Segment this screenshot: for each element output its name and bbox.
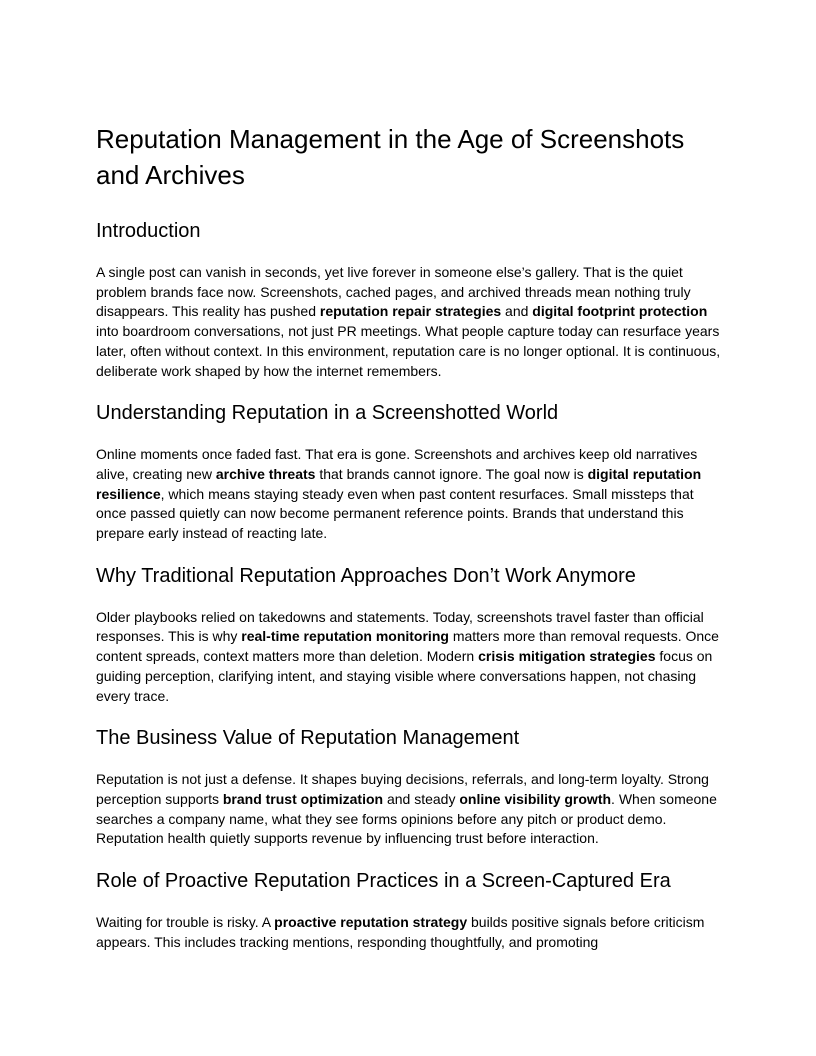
bold-keyword: brand trust optimization [222, 790, 384, 807]
text-run: matters more than removal requests. Once content spreads, context matters more than deletion. Modern [96, 628, 719, 665]
bold-keyword: archive threats [215, 465, 316, 482]
text-run: that brands cannot ignore. The goal now is [315, 465, 588, 482]
text-run: Waiting for trouble is risky. A [96, 914, 275, 931]
document-title: Reputation Management in the Age of Screenshots and Archives [96, 124, 685, 190]
bold-keyword: online visibility growth [459, 790, 612, 807]
text-run: Online moments once faded fast. That era is gone. Screenshots and archives keep old narratives alive, creating new [96, 446, 698, 482]
text-run: , which means staying steady even when past content resurfaces. Small missteps that once passed quietly can now become permanent reference points. Brands that understand this prepare early instead of reacting late. [96, 485, 694, 542]
text-run: and steady [383, 790, 460, 807]
section-paragraph [96, 445, 722, 544]
text-run: into boardroom conversations, not just PR meetings. What people capture today can resurface years later, often without context. In this environment, reputation care is no longer optional. It is continuous, deliberate work shaped by how the internet remembers. [96, 323, 721, 379]
text-run: and [501, 303, 533, 320]
text-run: focus on guiding perception, clarifying intent, and staying visible where conversations happen, not chasing every trace. [96, 648, 713, 704]
section-paragraph [96, 770, 722, 849]
bold-keyword: crisis mitigation strategies [478, 648, 656, 665]
section-paragraph [96, 913, 722, 952]
text-run: builds positive signals before criticism appears. This includes tracking mentions, responding thoughtfully, and promoting [96, 914, 705, 950]
section-paragraph [96, 263, 722, 381]
section-heading: Role of Proactive Reputation Practices in a Screen-Captured Era [96, 870, 671, 893]
section-heading: Understanding Reputation in a Screenshotted World [96, 402, 559, 425]
text-run: A single post can vanish in seconds, yet live forever in someone else’s gallery. That is the quiet problem brands face now. Screenshots, cached pages, and archived threads mean nothing truly disappears. This reality has pushed [96, 264, 691, 320]
text-run: . When someone searches a company name, what they see forms opinions before any pitch or product demo. Reputation health quietly supports revenue by influencing trust before interaction. [96, 790, 717, 847]
bold-keyword: digital reputation resilience [96, 465, 702, 502]
section-heading: The Business Value of Reputation Management [96, 727, 520, 750]
sections-container [96, 219, 722, 952]
bold-keyword: real-time reputation monitoring [241, 628, 449, 645]
bold-keyword: digital footprint protection [532, 303, 708, 320]
bold-keyword: proactive reputation strategy [274, 914, 468, 931]
text-run: Older playbooks relied on takedowns and statements. Today, screenshots travel faster than official responses. This is why [96, 608, 704, 645]
bold-keyword: reputation repair strategies [319, 303, 502, 320]
section-heading: Introduction [96, 220, 201, 242]
document-body [96, 121, 722, 972]
section-heading: Why Traditional Reputation Approaches Don’t Work Anymore [96, 564, 636, 587]
text-run: Reputation is not just a defense. It shapes buying decisions, referrals, and long-term loyalty. Strong perception supports [96, 771, 709, 807]
section-paragraph [96, 608, 722, 707]
